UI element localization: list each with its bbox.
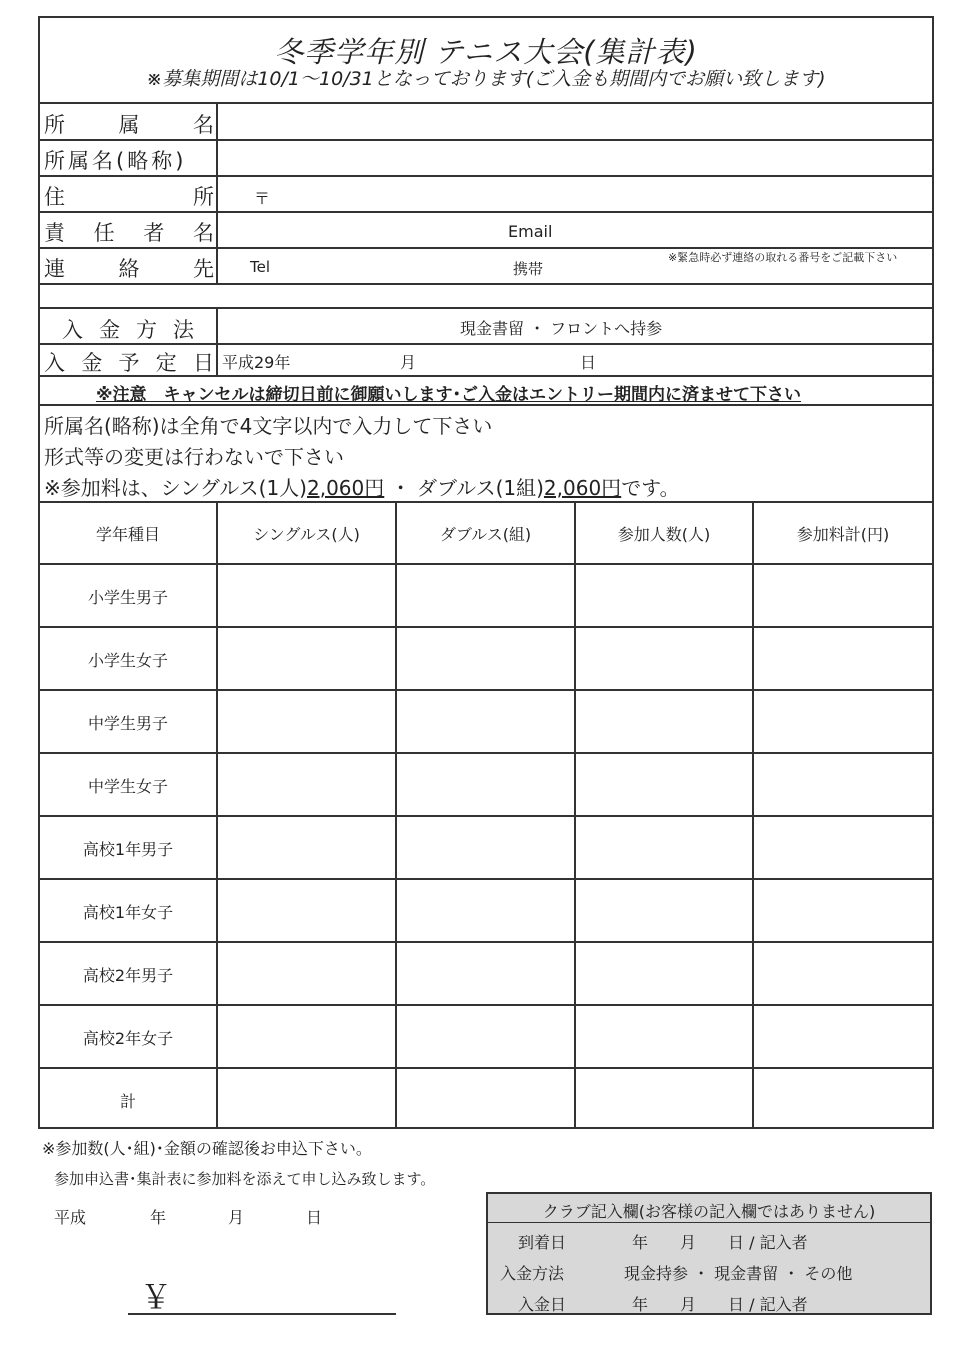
club-box-title: クラブ記入欄(お客様の記入欄ではありません) bbox=[542, 1202, 876, 1221]
club-method-value: 現金持参 ・ 現金書留 ・ その他 bbox=[624, 1264, 853, 1283]
payment-date-day: 日 bbox=[580, 353, 597, 372]
club-paid-label: 入金日 bbox=[518, 1295, 567, 1314]
club-method-label: 入金方法 bbox=[500, 1264, 565, 1283]
club-arrival-label: 到着日 bbox=[518, 1233, 567, 1252]
header-singles: シングルス(人) bbox=[253, 525, 360, 544]
email-label: Email bbox=[508, 222, 553, 241]
row-label-elementary-boys: 小学生男子 bbox=[87, 588, 168, 607]
footer-date-day: 日 bbox=[306, 1208, 323, 1227]
form-subtitle: ※募集期間は10/1～10/31となっております(ご入金も期間内でお願い致します) bbox=[146, 68, 826, 90]
row-label-high-2-boys: 高校2年男子 bbox=[82, 966, 174, 985]
note-no-format-change: 形式等の変更は行わないで下さい bbox=[44, 445, 344, 469]
footer-note-apply: 参加申込書･集計表に参加料を添えて申し込み致します。 bbox=[54, 1170, 436, 1188]
payment-method-value: 現金書留 ・ フロントへ持参 bbox=[460, 319, 663, 338]
payment-date-month: 月 bbox=[400, 353, 417, 372]
payment-date-label: 入 金 予 定 日 bbox=[44, 351, 214, 375]
affiliation-abbr-label: 所属名(略称) bbox=[44, 149, 187, 173]
contact-label: 連 絡 先 bbox=[44, 257, 214, 281]
footer-date-era: 平成 bbox=[54, 1208, 87, 1227]
cancel-note: ※注意 キャンセルは締切日前に御願いします･ご入金はエントリー期間内に済ませて下さい bbox=[96, 385, 802, 405]
fee-note: ※参加料は、シングルス(1人)2,060円 ・ ダブルス(1組)2,060円です。 bbox=[44, 476, 680, 500]
row-label-high-1-boys: 高校1年男子 bbox=[82, 840, 174, 859]
club-paid-value: 年 月 日 / 記入者 bbox=[632, 1295, 808, 1314]
yen-mark: ￥ bbox=[140, 1278, 173, 1316]
mobile-label: 携帯 bbox=[513, 260, 544, 278]
club-arrival-value: 年 月 日 / 記入者 bbox=[632, 1233, 808, 1252]
manager-label: 責 任 者 名 bbox=[44, 221, 214, 245]
row-label-junior-high-boys: 中学生男子 bbox=[87, 714, 168, 733]
row-label-high-2-girls: 高校2年女子 bbox=[82, 1029, 174, 1048]
affiliation-label: 所 属 名 bbox=[44, 113, 214, 137]
postal-mark: 〒 bbox=[254, 189, 271, 208]
header-participants: 参加人数(人) bbox=[617, 525, 711, 544]
footer-date-month: 月 bbox=[228, 1208, 245, 1227]
payment-method-label: 入 金 方 法 bbox=[62, 318, 194, 342]
header-doubles: ダブルス(組) bbox=[439, 525, 532, 544]
contact-note: ※緊急時必ず連絡の取れる番号をご記載下さい bbox=[668, 251, 898, 264]
header-fee-total: 参加料計(円) bbox=[796, 525, 890, 544]
note-abbr-length: 所属名(略称)は全角で4文字以内で入力して下さい bbox=[44, 414, 493, 438]
row-label-high-1-girls: 高校1年女子 bbox=[82, 903, 174, 922]
footer-date-year: 年 bbox=[150, 1208, 167, 1227]
tel-label: Tel bbox=[250, 258, 271, 276]
row-label-total: 計 bbox=[119, 1092, 136, 1111]
footer-note-confirm: ※参加数(人･組)･金額の確認後お申込下さい。 bbox=[42, 1139, 372, 1158]
row-label-elementary-girls: 小学生女子 bbox=[87, 651, 168, 670]
address-label: 住 所 bbox=[44, 185, 214, 209]
payment-date-era: 平成29年 bbox=[222, 353, 291, 372]
row-label-junior-high-girls: 中学生女子 bbox=[87, 777, 168, 796]
form-title: 冬季学年別 テニス大会(集計表) bbox=[274, 35, 698, 69]
header-grade-event: 学年種目 bbox=[95, 525, 160, 544]
